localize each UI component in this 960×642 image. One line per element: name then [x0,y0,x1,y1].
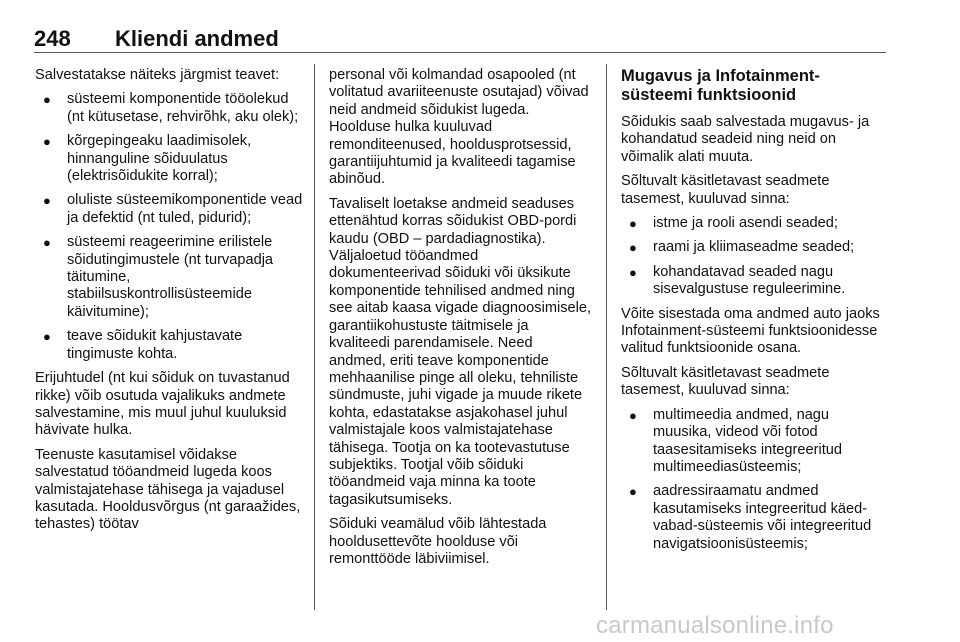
column-2 [329,67,593,575]
column-1 [35,67,307,541]
watermark: carmanualsonline.info [596,612,834,639]
list-item: ● raami ja kliimaseadme seaded; [621,239,885,256]
paragraph: Sõidukis saab salvestada mugavus- ja kohandatud seadeid ning neid on võimalik alati muuta. [621,114,870,165]
bullet-list [35,91,307,363]
list-item: ● multimeedia andmed, nagu muusika, videod või fotod taasesitamiseks integreeritud multimeediasüsteemis; [621,407,885,477]
list-item: ● kohandatavad seaded nagu sisevalgustuse reguleerimine. [621,264,885,299]
column-divider-1 [314,64,315,610]
page-number: 248 [34,26,71,51]
paragraph: Teenuste kasutamisel võidakse salvestatud tööandmeid lugeda koos valmistajatehase tähisega ja vajadusel kasutada. Hooldusvõrgus (nt garaažides, tehastes) töötav [35,446,301,533]
paragraph: Salvestatakse näiteks järgmist teavet: [35,67,280,83]
paragraph: Tavaliselt loetakse andmeid seaduses ettenähtud korras sõidukist OBD-pordi kaudu (OBD – pardadiagnostika). Väljaloetud tööandmed dokumenteerivad sõiduki või üksikute komponentide tehnilised andmed ning see aitab kaasa vigade diagnoosimisele, garantiikohustuste täitmisele ja kvaliteedi parendamisele. Need andmed, eriti teave komponentide mehhaanilise pinge all oleku, tehniliste sündmuste, juhi vigade ja muude rikete kohta, edastatakse asjakohasel juhul valmistajale koos valmistajatehase tähisega. Tootja on ka tootevastutuse subjektiks. Tootjal võib sõiduki tööandmeid vaja minna ka toote tagasikutsumiseks. [329,195,592,508]
list-item: ● aadressiraamatu andmed kasutamiseks integreeritud käed-vabad-süsteemis või integreeritud navigatsioonisüsteemis; [621,483,885,553]
bullet-list [621,215,885,299]
list-item: ● kõrgepingeaku laadimisolek, hinnanguline sõiduulatus (elektrisõidukite korral); [35,133,307,185]
page-title: Kliendi andmed [115,26,279,51]
column-divider-2 [606,64,607,610]
paragraph: Sõltuvalt käsitletavast seadmete tasemest, kuuluvad sinna: [621,173,830,207]
list-item: ● teave sõidukit kahjustavate tingimuste kohta. [35,328,307,363]
list-item: ● süsteemi reageerimine erilistele sõidutingimustele (nt turvapadja täitumine, stabiilsuskontrollisüsteemide käivitumine); [35,234,307,321]
paragraph: Erijuhtudel (nt kui sõiduk on tuvastanud rikke) võib osutuda vajalikuks andmete salvestamine, mis muul juhul kuuluksid hävivate hulka. [35,370,290,439]
paragraph: Sõiduki veamälud võib lähtestada hooldusettevõte hoolduse või remonttööde läbiviimisel. [329,516,547,567]
column-3 [621,67,885,560]
bullet-list [621,407,885,553]
list-item: ● oluliste süsteemikomponentide vead ja defektid (nt tuled, pidurid); [35,192,307,227]
section-heading: Mugavus ja Infotainment-süsteemi funktsioonid [621,67,820,104]
paragraph: Võite sisestada oma andmed auto jaoks Infotainment-süsteemi funktsioonidesse valitud funktsioonide osana. [621,305,880,357]
paragraph: Sõltuvalt käsitletavast seadmete tasemest, kuuluvad sinna: [621,364,830,399]
header-divider [34,52,886,53]
list-item: ● süsteemi komponentide tööolekud (nt kütusetase, rehvirõhk, aku olek); [35,91,307,126]
list-item: ● istme ja rooli asendi seaded; [621,215,885,232]
paragraph: personal või kolmandad osapooled (nt volitatud avariiteenuste osutajad) võivad neid andmeid sõidukist lugeda. Hoolduse hulka kuuluvad remonditeenused, hooldusprotsessid, garantiijuhtumid ja kvaliteedi tagamise abinõud. [329,67,589,188]
page-header [34,26,886,52]
